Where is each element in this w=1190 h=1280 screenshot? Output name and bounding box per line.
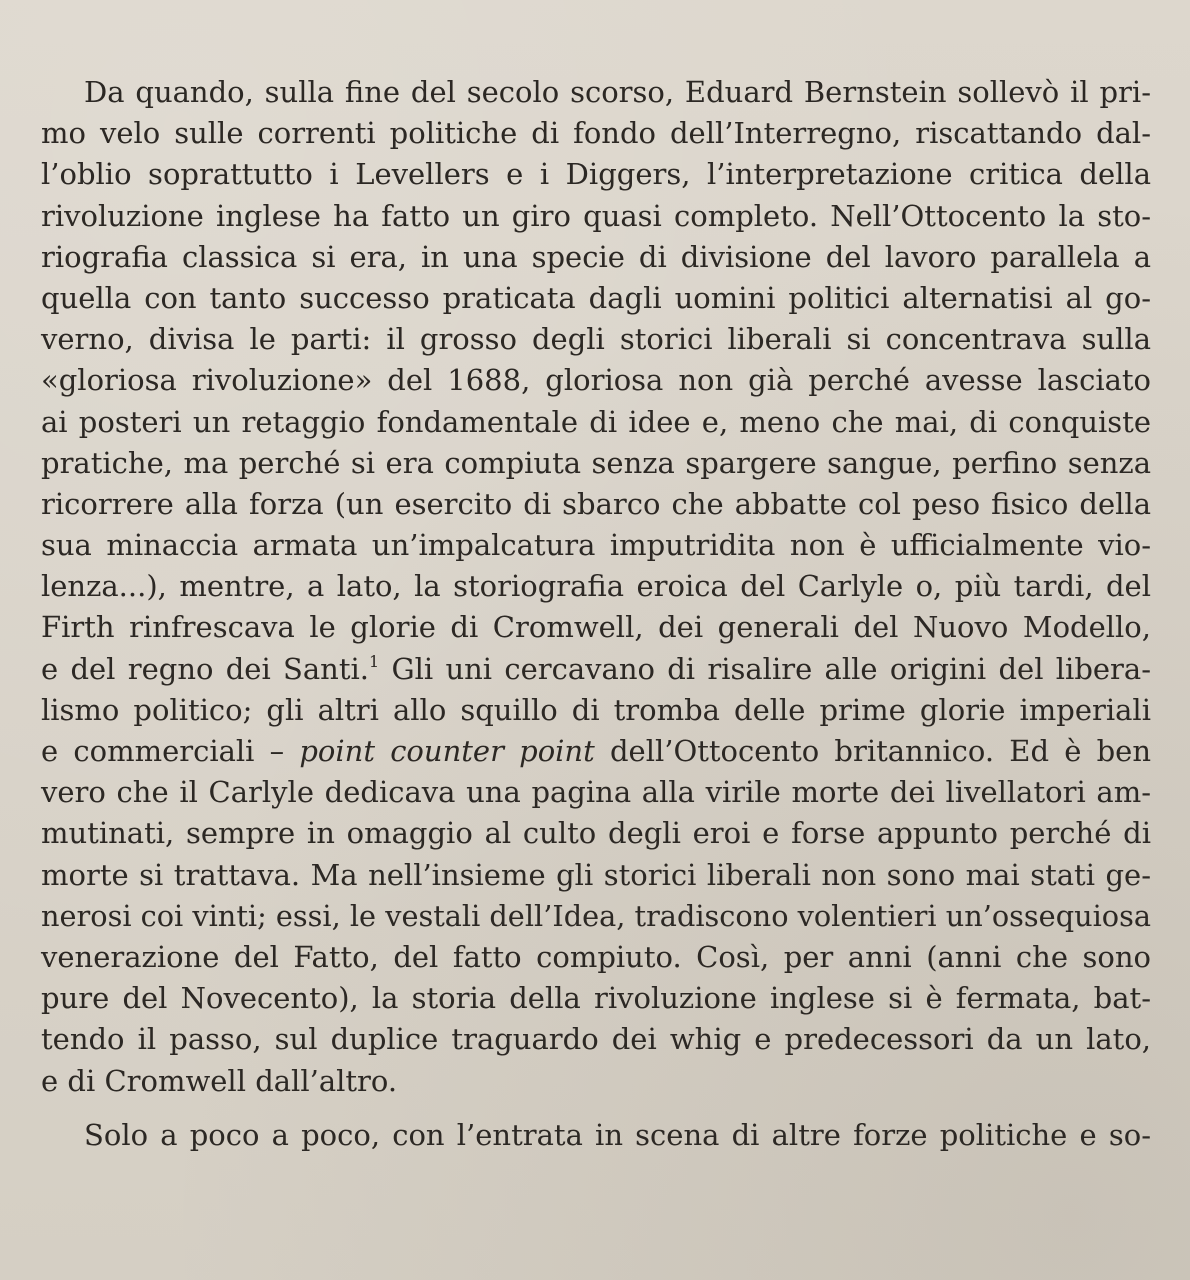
text-line: lismo politico; gli altri allo squillo di tromba delle prime glorie imperiali xyxy=(41,692,1151,727)
text-line: vero che il Carlyle dedicava una pagina alla virile morte dei livellatori am- xyxy=(41,775,1151,810)
text-line: morte si trattava. Ma nell’insieme gli storici liberali non sono mai stati ge- xyxy=(41,857,1151,892)
text-line: pure del Novecento), la storia della rivoluzione inglese si è fermata, bat- xyxy=(41,981,1151,1016)
text-line: pratiche, ma perché si era compiuta senza spargere sangue, perfino senza xyxy=(41,445,1151,480)
text-line: ai posteri un retaggio fondamentale di idee e, meno che mai, di conquiste xyxy=(41,404,1151,439)
text-line: nerosi coi vinti; essi, le vestali dell’Idea, tradiscono volentieri un’ossequiosa xyxy=(41,898,1151,933)
text-line: ricorrere alla forza (un esercito di sbarco che abbatte col peso fisico della xyxy=(41,486,1151,521)
line-segment: dell’Ottocento britannico. Ed è ben xyxy=(594,734,1151,768)
text-line: Solo a poco a poco, con l’entrata in scena di altre forze politiche e so- xyxy=(84,1117,1151,1152)
text-line: venerazione del Fatto, del fatto compiuto. Così, per anni (anni che sono xyxy=(41,939,1151,974)
line-segment: e commerciali – xyxy=(41,734,300,768)
text-line: sua minaccia armata un’impalcatura imputridita non è ufficialmente vio- xyxy=(41,528,1151,563)
line-segment: Gli uni cercavano di risalire alle origini del libera- xyxy=(379,651,1151,686)
text-line xyxy=(41,649,1151,690)
text-line: e di Cromwell dall’altro. xyxy=(41,1063,398,1098)
line-segment: e del regno dei Santi. xyxy=(41,651,370,686)
text-line: «gloriosa rivoluzione» del 1688, gloriosa non già perché avesse lasciato xyxy=(41,363,1151,398)
text-line: rivoluzione inglese ha fatto un giro quasi completo. Nell’Ottocento la sto- xyxy=(41,198,1151,233)
text-line: verno, divisa le parti: il grosso degli storici liberali si concentrava sulla xyxy=(41,322,1151,357)
body-text xyxy=(41,72,1151,1156)
text-line: quella con tanto successo praticata dagli uomini politici alternatisi al go- xyxy=(41,280,1151,315)
text-line: riografia classica si era, in una specie di divisione del lavoro parallela a xyxy=(41,239,1151,274)
text-line: l’oblio soprattutto i Levellers e i Diggers, l’interpretazione critica della xyxy=(41,157,1151,192)
text-line: lenza...), mentre, a lato, la storiografia eroica del Carlyle o, più tardi, del xyxy=(41,569,1151,604)
text-line: Da quando, sulla fine del secolo scorso, Eduard Bernstein sollevò il pri- xyxy=(84,75,1151,109)
text-line: mutinati, sempre in omaggio al culto degli eroi e forse appunto perché di xyxy=(41,816,1151,851)
footnote-marker: 1 xyxy=(369,651,380,671)
text-line xyxy=(41,731,1151,772)
text-line: mo velo sulle correnti politiche di fondo dell’Interregno, riscattando dal- xyxy=(41,116,1151,151)
text-line: Firth rinfrescava le glorie di Cromwell, dei generali del Nuovo Modello, xyxy=(41,610,1151,645)
text-line: tendo il passo, sul duplice traguardo dei whig e predecessori da un lato, xyxy=(41,1022,1151,1057)
italic-phrase: point counter point xyxy=(299,734,595,768)
